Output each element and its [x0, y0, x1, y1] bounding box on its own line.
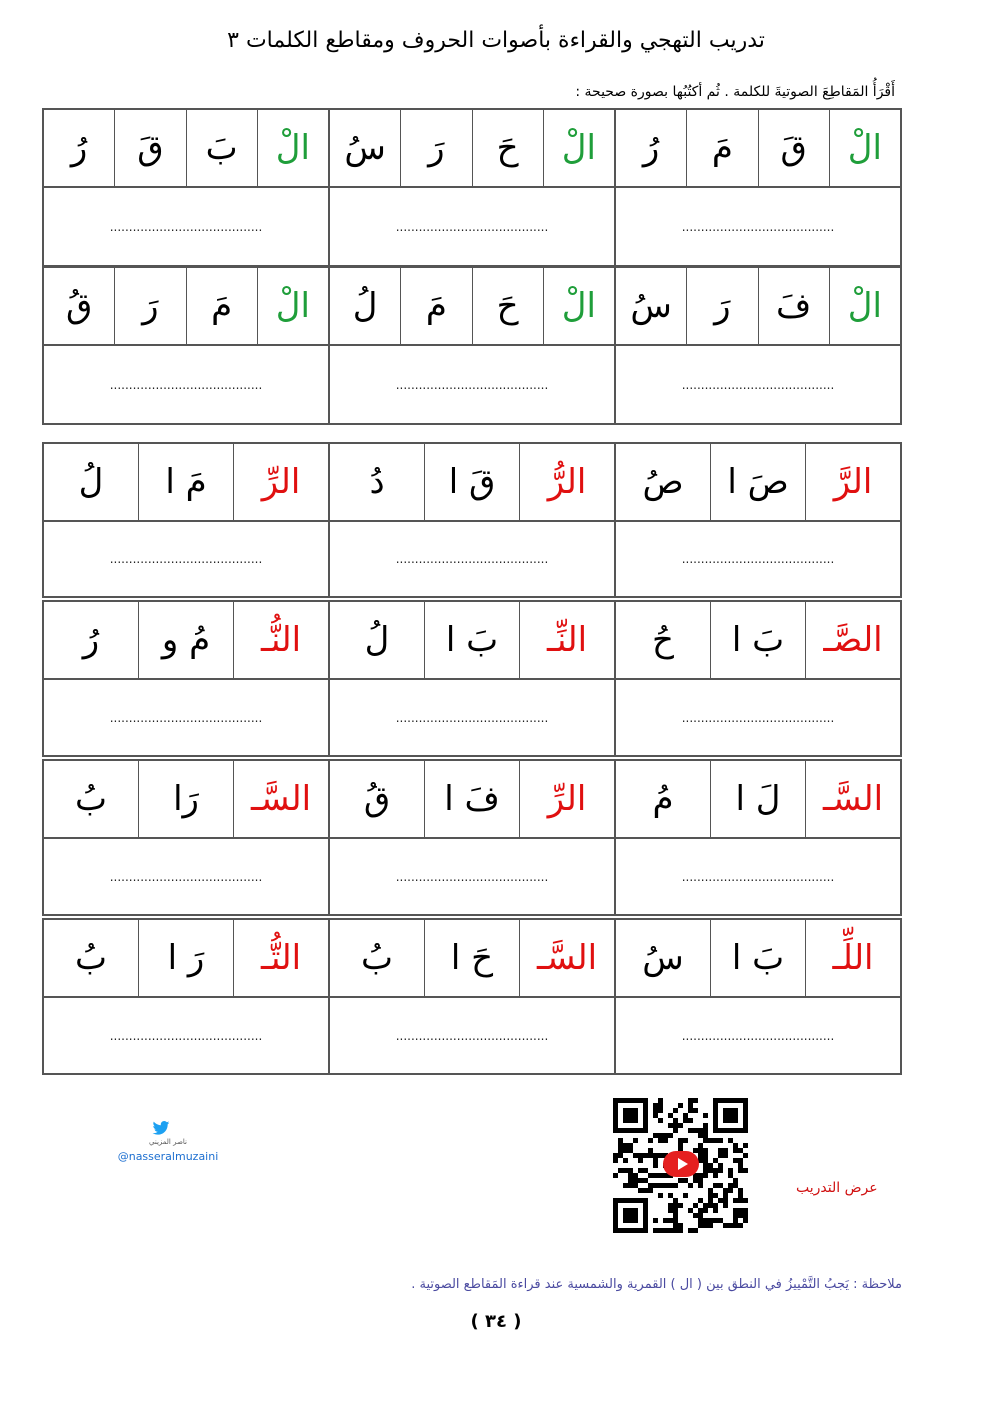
syllable-cell: التُّـ: [233, 920, 328, 996]
syllable-row: [616, 110, 900, 188]
syllable-cell: سُ: [344, 128, 386, 168]
syllable-cell: بَ ا: [710, 920, 805, 996]
writing-line[interactable]: ........................................: [395, 552, 549, 566]
syllable-row: [44, 602, 328, 680]
syllable-cell: رَ ا: [138, 920, 233, 996]
syllable-row: [44, 110, 328, 188]
page-number: ( ٣٤ ): [470, 1311, 522, 1332]
syllable-cell: حُ: [652, 620, 674, 660]
syllable-cell: الرُّ: [519, 444, 614, 520]
twitter-handle[interactable]: @nasseralmuzaini: [117, 1150, 219, 1163]
writing-line[interactable]: ........................................: [681, 377, 835, 392]
syllable-cell: بَ: [186, 110, 257, 186]
syllable-row: [330, 268, 614, 346]
word-group: [614, 110, 900, 265]
syllable-cell: مَ: [186, 268, 257, 344]
syllable-cell: بَ ا: [424, 602, 519, 678]
syllable-cell: النِّـ: [519, 602, 614, 678]
syllable-cell: حَ ا: [424, 920, 519, 996]
syllable-cell: مَ: [400, 268, 471, 344]
syllable-cell: حَ: [472, 268, 543, 344]
syllable-row: [44, 761, 328, 839]
exercise-block: [42, 600, 902, 757]
youtube-play-icon[interactable]: [663, 1151, 699, 1177]
word-group: [328, 444, 614, 596]
exercise-block: [42, 759, 902, 916]
word-group: [614, 268, 900, 423]
word-group: [614, 444, 900, 596]
syllable-cell: الرَّ: [805, 444, 900, 520]
syllable-cell: قُ: [65, 286, 93, 326]
twitter-name: ناصر المزيني: [149, 1138, 187, 1146]
syllable-row: [616, 920, 900, 998]
syllable-row: [330, 920, 614, 998]
writing-line[interactable]: ........................................: [395, 710, 549, 725]
syllable-row: [44, 920, 328, 998]
writing-line[interactable]: ........................................: [109, 710, 263, 725]
syllable-row: [330, 602, 614, 680]
syllable-cell: النُّـ: [233, 602, 328, 678]
syllable-cell: دُ: [369, 462, 385, 502]
syllable-cell: لُ: [364, 620, 390, 660]
syllable-cell: بُ: [361, 938, 394, 978]
syllable-row: [330, 110, 614, 188]
syllable-cell: مُ: [652, 779, 674, 819]
syllable-row: [616, 444, 900, 522]
syllable-cell: قُ: [363, 779, 391, 819]
syllable-row: [330, 444, 614, 522]
syllable-row: [44, 268, 328, 346]
syllable-cell: الرِّ: [519, 761, 614, 837]
syllable-cell: لُ: [78, 462, 104, 502]
syllable-cell: بُ: [75, 938, 108, 978]
exercise-block: [42, 918, 902, 1075]
writing-line[interactable]: ........................................: [395, 869, 549, 884]
syllable-row: [44, 444, 328, 522]
writing-line[interactable]: ........................................: [109, 377, 263, 392]
word-group: [44, 920, 328, 1073]
word-group: [328, 920, 614, 1073]
syllable-cell: رَ: [114, 268, 185, 344]
syllable-cell: قَ: [758, 110, 829, 186]
syllable-cell: فَ ا: [424, 761, 519, 837]
word-group: [44, 761, 328, 914]
word-group: [328, 268, 614, 423]
syllable-cell: الرِّ: [233, 444, 328, 520]
syllable-cell: اللِّـ: [805, 920, 900, 996]
syllable-cell: لَ ا: [710, 761, 805, 837]
syllable-cell: مَ ا: [138, 444, 233, 520]
exercise-block: [42, 108, 902, 267]
syllable-cell: الْ: [257, 268, 328, 344]
syllable-cell: مُ و: [138, 602, 233, 678]
syllable-cell: السَّـ: [805, 761, 900, 837]
writing-line[interactable]: ........................................: [109, 219, 263, 234]
syllable-cell: رَ: [686, 268, 757, 344]
syllable-cell: بَ ا: [710, 602, 805, 678]
word-group: [44, 110, 328, 265]
writing-line[interactable]: ........................................: [109, 552, 263, 566]
syllable-row: [616, 602, 900, 680]
syllable-row: [616, 268, 900, 346]
twitter-bird-icon: [152, 1121, 170, 1135]
syllable-cell: سُ: [642, 938, 684, 978]
syllable-cell: بُ: [75, 779, 108, 819]
syllable-cell: الْ: [829, 268, 900, 344]
writing-line[interactable]: ........................................: [109, 869, 263, 884]
instruction-text: أَقْرَأُ المَقاطِعَ الصوتيةَ للكلمة . ثُم أكتُبُها بصورة صحيحة :: [575, 84, 895, 100]
word-group: [44, 602, 328, 755]
syllable-cell: رَا: [138, 761, 233, 837]
word-group: [328, 602, 614, 755]
syllable-cell: قَ: [114, 110, 185, 186]
syllable-cell: رَ: [400, 110, 471, 186]
syllable-cell: رُ: [642, 128, 660, 168]
writing-line[interactable]: ........................................: [109, 1028, 263, 1043]
syllable-cell: مَ: [686, 110, 757, 186]
syllable-cell: رُ: [82, 620, 100, 660]
word-group: [328, 761, 614, 914]
writing-line[interactable]: ........................................: [395, 1028, 549, 1043]
syllable-cell: لُ: [352, 286, 378, 326]
syllable-row: [616, 761, 900, 839]
qr-label: عرض التدريب: [796, 1180, 878, 1196]
syllable-cell: فَ: [758, 268, 829, 344]
word-group: [614, 602, 900, 755]
note-text: ملاحظة : يَجبُ التَّمْييزُ في النطق بين ( ال ) القمرية والشمسية عند قراءة المَقاطع الصوتية .: [411, 1277, 902, 1292]
syllable-cell: حَ: [472, 110, 543, 186]
syllable-cell: قَ ا: [424, 444, 519, 520]
word-group: [328, 110, 614, 265]
word-group: [44, 444, 328, 596]
syllable-cell: الْ: [543, 110, 614, 186]
syllable-cell: السَّـ: [519, 920, 614, 996]
syllable-cell: السَّـ: [233, 761, 328, 837]
syllable-cell: الْ: [257, 110, 328, 186]
syllable-cell: الْ: [829, 110, 900, 186]
syllable-cell: صَ ا: [710, 444, 805, 520]
writing-line[interactable]: ........................................: [681, 869, 835, 884]
syllable-cell: صُ: [642, 462, 684, 502]
word-group: [614, 761, 900, 914]
syllable-cell: الْ: [543, 268, 614, 344]
writing-line[interactable]: ........................................: [681, 219, 835, 234]
writing-line[interactable]: ........................................: [681, 710, 835, 725]
syllable-row: [330, 761, 614, 839]
exercise-block: [42, 442, 902, 598]
writing-line[interactable]: ........................................: [395, 377, 549, 392]
syllable-cell: الصَّـ: [805, 602, 900, 678]
writing-line[interactable]: ........................................: [395, 219, 549, 234]
syllable-cell: رُ: [70, 128, 88, 168]
exercise-block: [42, 266, 902, 425]
writing-line[interactable]: ........................................: [681, 552, 835, 566]
word-group: [614, 920, 900, 1073]
syllable-cell: سُ: [630, 286, 672, 326]
writing-line[interactable]: ........................................: [681, 1028, 835, 1043]
page-title: تدريب التهجي والقراءة بأصوات الحروف ومقاطع الكلمات ٣: [227, 28, 765, 53]
word-group: [44, 268, 328, 423]
